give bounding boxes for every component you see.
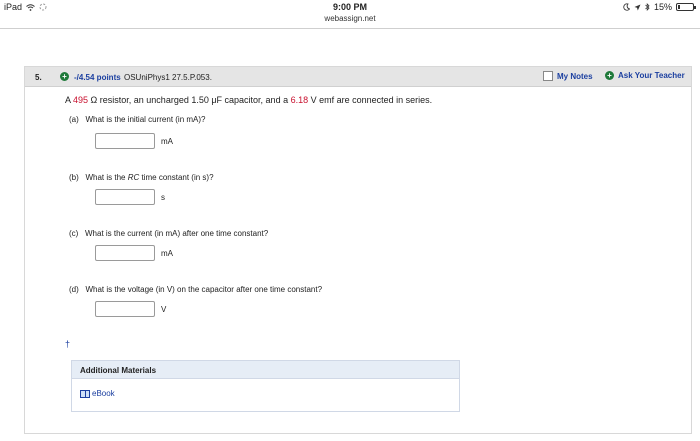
part-a-answer — [95, 133, 173, 149]
header-divider — [0, 28, 700, 29]
part-c-answer — [95, 245, 173, 261]
question-prompt — [65, 95, 432, 105]
part-c-question — [69, 229, 268, 238]
question-number: 5. — [35, 73, 42, 82]
part-a-input[interactable] — [95, 133, 155, 149]
part-a-unit: mA — [161, 136, 173, 146]
expand-plus-icon[interactable]: + — [60, 72, 69, 81]
question-header — [25, 67, 691, 87]
question-source: OSUniPhys1 27.5.P.053. — [124, 73, 212, 82]
emf-value: 6.18 — [290, 95, 309, 105]
part-a-label: (a) — [69, 115, 79, 124]
prompt-text-2: Ω resistor, an uncharged 1.50 μF capacitor, and a — [88, 95, 291, 105]
part-b-question — [69, 173, 214, 182]
part-a-text: What is the initial current (in mA)? — [85, 115, 206, 124]
ebook-link[interactable] — [80, 389, 115, 398]
part-b-text-post: time constant (in s)? — [139, 173, 214, 182]
part-b-text-em: RC — [127, 173, 140, 182]
clock: 9:00 PM — [332, 2, 367, 12]
part-d-text: What is the voltage (in V) on the capacitor after one time constant? — [85, 285, 323, 294]
dagger-marker: † — [65, 339, 71, 349]
question-card — [24, 66, 692, 434]
part-d-label: (d) — [69, 285, 79, 294]
resistance-value: 495 — [73, 95, 89, 105]
my-notes-label[interactable]: My Notes — [557, 71, 593, 81]
part-c-input[interactable] — [95, 245, 155, 261]
prompt-text-3: V emf are connected in series. — [308, 95, 433, 105]
ask-plus-icon[interactable]: + — [605, 71, 614, 80]
my-notes-button[interactable] — [543, 71, 593, 81]
part-d-answer — [95, 301, 166, 317]
moon-icon — [623, 3, 630, 11]
device-name: iPad — [4, 2, 23, 12]
part-d-input[interactable] — [95, 301, 155, 317]
bluetooth-icon — [645, 3, 650, 11]
part-c-label: (c) — [69, 229, 79, 238]
part-b-label: (b) — [69, 173, 79, 182]
part-b-input[interactable] — [95, 189, 155, 205]
part-c-unit: mA — [161, 248, 173, 258]
battery-percent: 15% — [653, 2, 672, 12]
prompt-text-1: A — [65, 95, 74, 105]
battery-fill — [678, 5, 680, 9]
battery-icon — [676, 3, 694, 11]
additional-materials — [71, 360, 460, 412]
additional-materials-title: Additional Materials — [72, 361, 459, 379]
part-c-text: What is the current (in mA) after one time constant? — [85, 229, 269, 238]
ebook-label[interactable]: eBook — [92, 389, 115, 398]
question-points[interactable]: -/4.54 points — [74, 73, 121, 82]
location-arrow-icon — [634, 4, 641, 11]
part-b-text-pre: What is the — [85, 173, 128, 182]
part-a-question — [69, 115, 206, 124]
ask-teacher-button[interactable] — [605, 71, 685, 80]
notes-checkbox-icon[interactable] — [543, 71, 553, 81]
url-bar[interactable]: webassign.net — [324, 14, 376, 23]
part-b-unit: s — [161, 192, 165, 202]
book-icon[interactable] — [80, 390, 90, 398]
part-b-answer — [95, 189, 165, 205]
ask-teacher-label[interactable]: Ask Your Teacher — [618, 71, 685, 80]
status-bar — [0, 0, 700, 14]
status-right — [623, 2, 694, 12]
part-d-question — [69, 285, 322, 294]
part-d-unit: V — [161, 304, 167, 314]
